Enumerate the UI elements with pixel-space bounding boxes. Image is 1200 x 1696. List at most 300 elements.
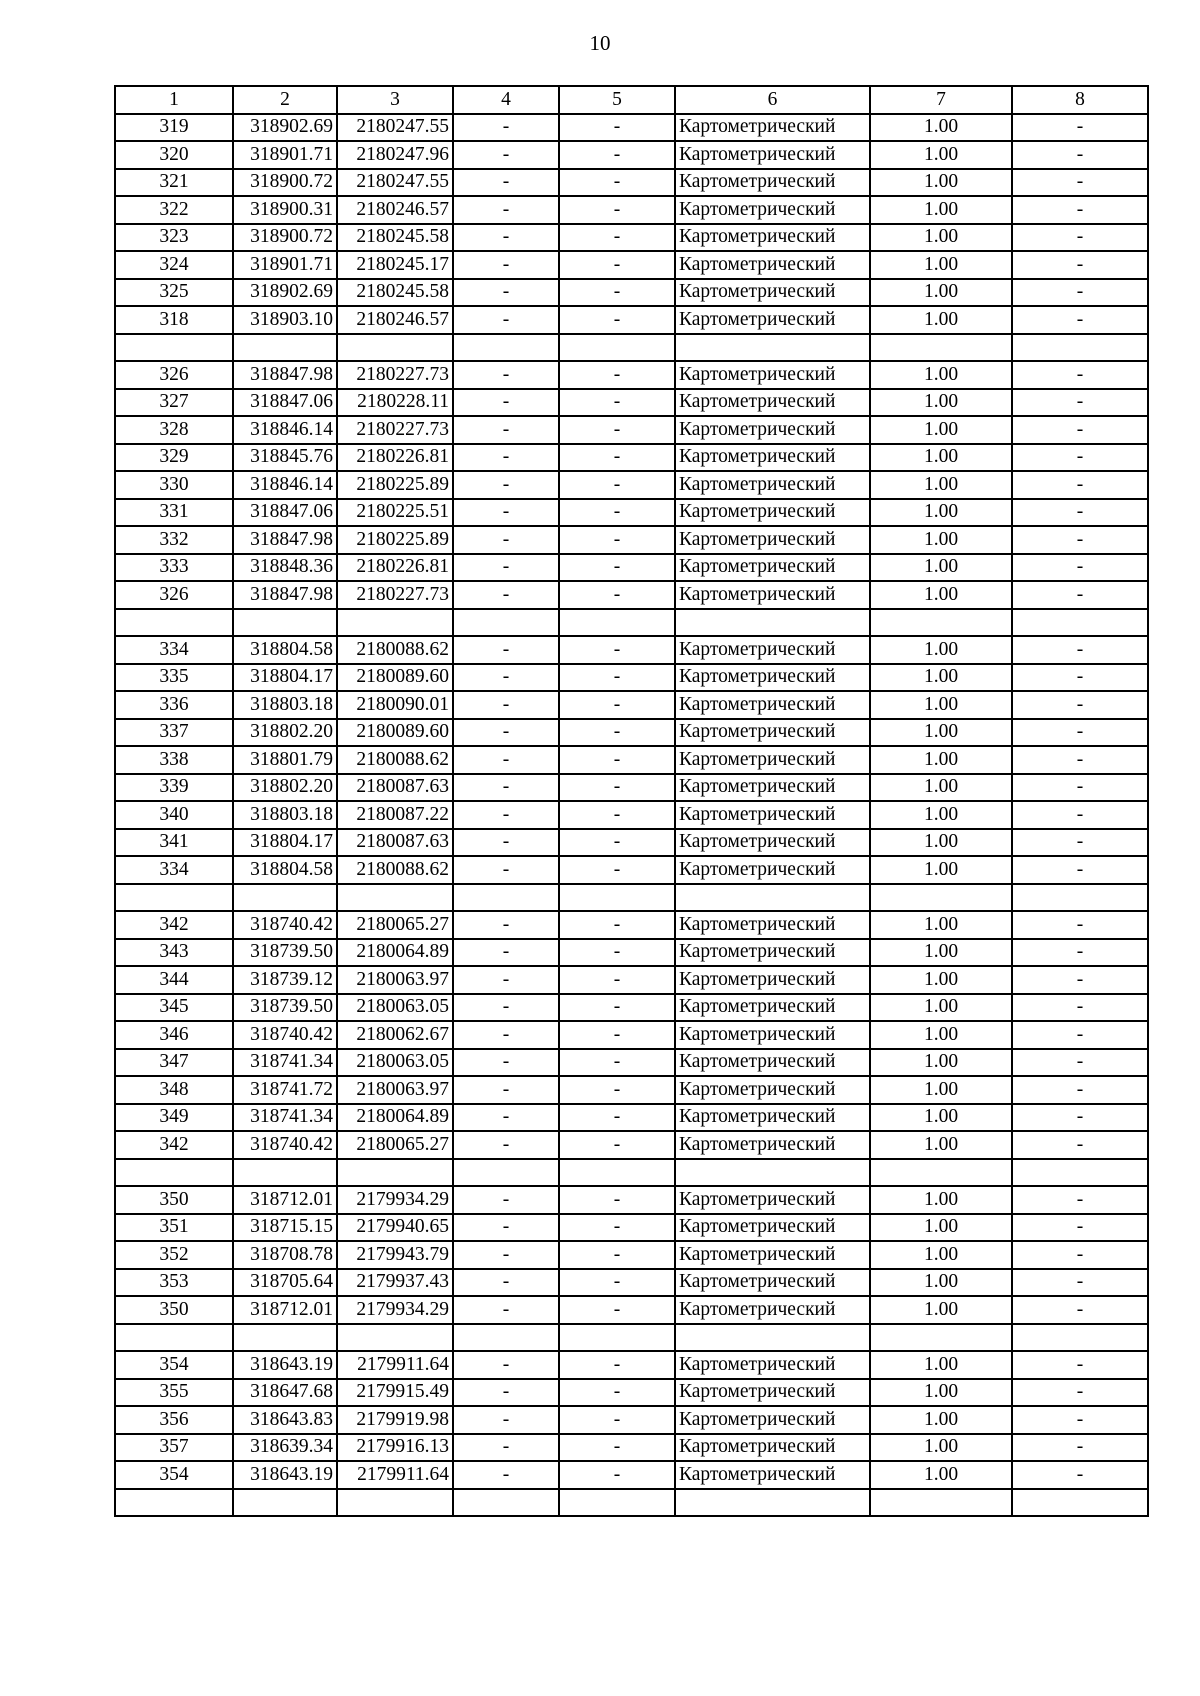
column-8-cell: - bbox=[1012, 1406, 1148, 1434]
column-4-cell: - bbox=[453, 774, 559, 802]
accuracy-cell: 1.00 bbox=[870, 1241, 1012, 1269]
column-8-cell: - bbox=[1012, 196, 1148, 224]
point-number-cell: 354 bbox=[115, 1461, 233, 1489]
table-row bbox=[115, 1186, 1148, 1214]
y-coordinate-cell: 2180090.01 bbox=[337, 691, 453, 719]
empty-cell bbox=[675, 1159, 870, 1187]
point-number-cell: 332 bbox=[115, 526, 233, 554]
column-8-cell: - bbox=[1012, 141, 1148, 169]
column-5-cell: - bbox=[559, 829, 675, 857]
column-8-cell: - bbox=[1012, 1296, 1148, 1324]
table-row bbox=[115, 1049, 1148, 1077]
method-cell: Картометрический bbox=[675, 224, 870, 252]
point-number-cell: 331 bbox=[115, 499, 233, 527]
column-8-cell: - bbox=[1012, 774, 1148, 802]
column-4-cell: - bbox=[453, 1269, 559, 1297]
column-4-cell: - bbox=[453, 279, 559, 307]
column-8-cell: - bbox=[1012, 636, 1148, 664]
x-coordinate-cell: 318847.98 bbox=[233, 526, 337, 554]
empty-cell bbox=[1012, 334, 1148, 362]
header-cell: 8 bbox=[1012, 86, 1148, 114]
x-coordinate-cell: 318639.34 bbox=[233, 1434, 337, 1462]
accuracy-cell: 1.00 bbox=[870, 114, 1012, 142]
table-row bbox=[115, 1131, 1148, 1159]
empty-cell bbox=[559, 1324, 675, 1352]
column-5-cell: - bbox=[559, 196, 675, 224]
column-4-cell: - bbox=[453, 939, 559, 967]
x-coordinate-cell: 318708.78 bbox=[233, 1241, 337, 1269]
table-row bbox=[115, 1296, 1148, 1324]
empty-cell bbox=[559, 609, 675, 637]
separator-row bbox=[115, 1159, 1148, 1187]
y-coordinate-cell: 2180087.63 bbox=[337, 829, 453, 857]
method-cell: Картометрический bbox=[675, 911, 870, 939]
empty-cell bbox=[1012, 1489, 1148, 1517]
empty-cell bbox=[559, 1489, 675, 1517]
column-8-cell: - bbox=[1012, 1214, 1148, 1242]
empty-cell bbox=[233, 1489, 337, 1517]
point-number-cell: 355 bbox=[115, 1379, 233, 1407]
empty-cell bbox=[115, 334, 233, 362]
table-row bbox=[115, 1269, 1148, 1297]
x-coordinate-cell: 318740.42 bbox=[233, 1021, 337, 1049]
accuracy-cell: 1.00 bbox=[870, 416, 1012, 444]
x-coordinate-cell: 318847.98 bbox=[233, 361, 337, 389]
column-5-cell: - bbox=[559, 1351, 675, 1379]
y-coordinate-cell: 2180247.55 bbox=[337, 114, 453, 142]
point-number-cell: 323 bbox=[115, 224, 233, 252]
column-5-cell: - bbox=[559, 801, 675, 829]
method-cell: Картометрический bbox=[675, 444, 870, 472]
table-row bbox=[115, 911, 1148, 939]
method-cell: Картометрический bbox=[675, 1076, 870, 1104]
column-4-cell: - bbox=[453, 169, 559, 197]
accuracy-cell: 1.00 bbox=[870, 939, 1012, 967]
y-coordinate-cell: 2180245.17 bbox=[337, 251, 453, 279]
table-row bbox=[115, 581, 1148, 609]
x-coordinate-cell: 318741.72 bbox=[233, 1076, 337, 1104]
column-4-cell: - bbox=[453, 471, 559, 499]
x-coordinate-cell: 318739.50 bbox=[233, 939, 337, 967]
method-cell: Картометрический bbox=[675, 1104, 870, 1132]
method-cell: Картометрический bbox=[675, 664, 870, 692]
empty-cell bbox=[453, 609, 559, 637]
y-coordinate-cell: 2179919.98 bbox=[337, 1406, 453, 1434]
accuracy-cell: 1.00 bbox=[870, 1351, 1012, 1379]
column-8-cell: - bbox=[1012, 471, 1148, 499]
column-8-cell: - bbox=[1012, 1076, 1148, 1104]
column-8-cell: - bbox=[1012, 1186, 1148, 1214]
x-coordinate-cell: 318739.12 bbox=[233, 966, 337, 994]
accuracy-cell: 1.00 bbox=[870, 1131, 1012, 1159]
column-8-cell: - bbox=[1012, 691, 1148, 719]
column-8-cell: - bbox=[1012, 581, 1148, 609]
x-coordinate-cell: 318845.76 bbox=[233, 444, 337, 472]
header-cell: 4 bbox=[453, 86, 559, 114]
method-cell: Картометрический bbox=[675, 746, 870, 774]
x-coordinate-cell: 318847.98 bbox=[233, 581, 337, 609]
method-cell: Картометрический bbox=[675, 829, 870, 857]
column-8-cell: - bbox=[1012, 994, 1148, 1022]
table-row bbox=[115, 994, 1148, 1022]
point-number-cell: 328 bbox=[115, 416, 233, 444]
column-4-cell: - bbox=[453, 966, 559, 994]
page-number: 10 bbox=[589, 31, 611, 55]
y-coordinate-cell: 2180064.89 bbox=[337, 1104, 453, 1132]
y-coordinate-cell: 2180227.73 bbox=[337, 416, 453, 444]
point-number-cell: 337 bbox=[115, 719, 233, 747]
y-coordinate-cell: 2179943.79 bbox=[337, 1241, 453, 1269]
column-5-cell: - bbox=[559, 416, 675, 444]
column-5-cell: - bbox=[559, 746, 675, 774]
x-coordinate-cell: 318739.50 bbox=[233, 994, 337, 1022]
column-5-cell: - bbox=[559, 1104, 675, 1132]
y-coordinate-cell: 2180064.89 bbox=[337, 939, 453, 967]
x-coordinate-cell: 318804.58 bbox=[233, 636, 337, 664]
column-5-cell: - bbox=[559, 306, 675, 334]
column-5-cell: - bbox=[559, 939, 675, 967]
column-5-cell: - bbox=[559, 1049, 675, 1077]
column-8-cell: - bbox=[1012, 279, 1148, 307]
y-coordinate-cell: 2179911.64 bbox=[337, 1351, 453, 1379]
column-4-cell: - bbox=[453, 1434, 559, 1462]
accuracy-cell: 1.00 bbox=[870, 169, 1012, 197]
separator-row bbox=[115, 1324, 1148, 1352]
table-row bbox=[115, 416, 1148, 444]
x-coordinate-cell: 318847.06 bbox=[233, 389, 337, 417]
table-row bbox=[115, 774, 1148, 802]
separator-row bbox=[115, 884, 1148, 912]
column-4-cell: - bbox=[453, 389, 559, 417]
y-coordinate-cell: 2180063.97 bbox=[337, 1076, 453, 1104]
table-row bbox=[115, 361, 1148, 389]
method-cell: Картометрический bbox=[675, 801, 870, 829]
column-5-cell: - bbox=[559, 719, 675, 747]
column-8-cell: - bbox=[1012, 939, 1148, 967]
column-8-cell: - bbox=[1012, 1021, 1148, 1049]
table-row bbox=[115, 499, 1148, 527]
column-4-cell: - bbox=[453, 196, 559, 224]
column-5-cell: - bbox=[559, 499, 675, 527]
x-coordinate-cell: 318804.17 bbox=[233, 664, 337, 692]
accuracy-cell: 1.00 bbox=[870, 856, 1012, 884]
x-coordinate-cell: 318802.20 bbox=[233, 774, 337, 802]
point-number-cell: 356 bbox=[115, 1406, 233, 1434]
accuracy-cell: 1.00 bbox=[870, 306, 1012, 334]
table-row bbox=[115, 1214, 1148, 1242]
column-8-cell: - bbox=[1012, 416, 1148, 444]
empty-cell bbox=[233, 884, 337, 912]
empty-cell bbox=[115, 884, 233, 912]
x-coordinate-cell: 318803.18 bbox=[233, 801, 337, 829]
column-5-cell: - bbox=[559, 389, 675, 417]
column-4-cell: - bbox=[453, 1076, 559, 1104]
y-coordinate-cell: 2180063.05 bbox=[337, 1049, 453, 1077]
column-5-cell: - bbox=[559, 856, 675, 884]
point-number-cell: 344 bbox=[115, 966, 233, 994]
column-5-cell: - bbox=[559, 1269, 675, 1297]
y-coordinate-cell: 2180246.57 bbox=[337, 196, 453, 224]
table-row bbox=[115, 526, 1148, 554]
y-coordinate-cell: 2180065.27 bbox=[337, 1131, 453, 1159]
header-cell: 5 bbox=[559, 86, 675, 114]
point-number-cell: 357 bbox=[115, 1434, 233, 1462]
column-8-cell: - bbox=[1012, 169, 1148, 197]
table-row bbox=[115, 829, 1148, 857]
empty-cell bbox=[675, 334, 870, 362]
y-coordinate-cell: 2179915.49 bbox=[337, 1379, 453, 1407]
x-coordinate-cell: 318712.01 bbox=[233, 1296, 337, 1324]
column-4-cell: - bbox=[453, 306, 559, 334]
separator-row bbox=[115, 609, 1148, 637]
empty-cell bbox=[115, 609, 233, 637]
column-4-cell: - bbox=[453, 1296, 559, 1324]
accuracy-cell: 1.00 bbox=[870, 499, 1012, 527]
header-cell: 3 bbox=[337, 86, 453, 114]
accuracy-cell: 1.00 bbox=[870, 1406, 1012, 1434]
column-8-cell: - bbox=[1012, 1461, 1148, 1489]
column-5-cell: - bbox=[559, 1186, 675, 1214]
point-number-cell: 318 bbox=[115, 306, 233, 334]
y-coordinate-cell: 2180227.73 bbox=[337, 581, 453, 609]
table-row bbox=[115, 1351, 1148, 1379]
column-8-cell: - bbox=[1012, 1131, 1148, 1159]
accuracy-cell: 1.00 bbox=[870, 664, 1012, 692]
column-8-cell: - bbox=[1012, 1241, 1148, 1269]
accuracy-cell: 1.00 bbox=[870, 1186, 1012, 1214]
empty-cell bbox=[675, 884, 870, 912]
method-cell: Картометрический bbox=[675, 856, 870, 884]
accuracy-cell: 1.00 bbox=[870, 911, 1012, 939]
accuracy-cell: 1.00 bbox=[870, 1049, 1012, 1077]
empty-cell bbox=[559, 1159, 675, 1187]
method-cell: Картометрический bbox=[675, 774, 870, 802]
x-coordinate-cell: 318647.68 bbox=[233, 1379, 337, 1407]
column-5-cell: - bbox=[559, 114, 675, 142]
method-cell: Картометрический bbox=[675, 1021, 870, 1049]
column-8-cell: - bbox=[1012, 389, 1148, 417]
column-4-cell: - bbox=[453, 1461, 559, 1489]
column-5-cell: - bbox=[559, 1379, 675, 1407]
table-row bbox=[115, 471, 1148, 499]
empty-cell bbox=[453, 884, 559, 912]
method-cell: Картометрический bbox=[675, 471, 870, 499]
column-4-cell: - bbox=[453, 664, 559, 692]
y-coordinate-cell: 2180087.63 bbox=[337, 774, 453, 802]
accuracy-cell: 1.00 bbox=[870, 966, 1012, 994]
method-cell: Картометрический bbox=[675, 361, 870, 389]
x-coordinate-cell: 318643.83 bbox=[233, 1406, 337, 1434]
header-cell: 6 bbox=[675, 86, 870, 114]
accuracy-cell: 1.00 bbox=[870, 1461, 1012, 1489]
table-row bbox=[115, 856, 1148, 884]
y-coordinate-cell: 2180228.11 bbox=[337, 389, 453, 417]
column-8-cell: - bbox=[1012, 1434, 1148, 1462]
accuracy-cell: 1.00 bbox=[870, 1104, 1012, 1132]
y-coordinate-cell: 2180225.89 bbox=[337, 526, 453, 554]
column-4-cell: - bbox=[453, 1049, 559, 1077]
empty-cell bbox=[675, 1324, 870, 1352]
point-number-cell: 324 bbox=[115, 251, 233, 279]
column-4-cell: - bbox=[453, 911, 559, 939]
method-cell: Картометрический bbox=[675, 1186, 870, 1214]
x-coordinate-cell: 318846.14 bbox=[233, 416, 337, 444]
method-cell: Картометрический bbox=[675, 1351, 870, 1379]
column-4-cell: - bbox=[453, 141, 559, 169]
table-row bbox=[115, 1434, 1148, 1462]
method-cell: Картометрический bbox=[675, 279, 870, 307]
x-coordinate-cell: 318803.18 bbox=[233, 691, 337, 719]
method-cell: Картометрический bbox=[675, 1296, 870, 1324]
column-5-cell: - bbox=[559, 1021, 675, 1049]
table-row bbox=[115, 966, 1148, 994]
column-8-cell: - bbox=[1012, 361, 1148, 389]
table-row bbox=[115, 389, 1148, 417]
table-row bbox=[115, 251, 1148, 279]
accuracy-cell: 1.00 bbox=[870, 746, 1012, 774]
column-8-cell: - bbox=[1012, 829, 1148, 857]
accuracy-cell: 1.00 bbox=[870, 444, 1012, 472]
point-number-cell: 338 bbox=[115, 746, 233, 774]
x-coordinate-cell: 318902.69 bbox=[233, 114, 337, 142]
table-row bbox=[115, 114, 1148, 142]
table-row bbox=[115, 141, 1148, 169]
empty-cell bbox=[337, 334, 453, 362]
point-number-cell: 334 bbox=[115, 856, 233, 884]
table-row bbox=[115, 1461, 1148, 1489]
x-coordinate-cell: 318802.20 bbox=[233, 719, 337, 747]
accuracy-cell: 1.00 bbox=[870, 279, 1012, 307]
column-4-cell: - bbox=[453, 224, 559, 252]
column-5-cell: - bbox=[559, 361, 675, 389]
y-coordinate-cell: 2180247.55 bbox=[337, 169, 453, 197]
column-8-cell: - bbox=[1012, 499, 1148, 527]
table-row bbox=[115, 169, 1148, 197]
column-5-cell: - bbox=[559, 1214, 675, 1242]
column-4-cell: - bbox=[453, 746, 559, 774]
table-row bbox=[115, 664, 1148, 692]
x-coordinate-cell: 318804.17 bbox=[233, 829, 337, 857]
method-cell: Картометрический bbox=[675, 169, 870, 197]
point-number-cell: 330 bbox=[115, 471, 233, 499]
column-4-cell: - bbox=[453, 1351, 559, 1379]
column-5-cell: - bbox=[559, 224, 675, 252]
separator-row bbox=[115, 334, 1148, 362]
point-number-cell: 350 bbox=[115, 1296, 233, 1324]
point-number-cell: 351 bbox=[115, 1214, 233, 1242]
method-cell: Картометрический bbox=[675, 389, 870, 417]
column-4-cell: - bbox=[453, 114, 559, 142]
point-number-cell: 325 bbox=[115, 279, 233, 307]
y-coordinate-cell: 2179940.65 bbox=[337, 1214, 453, 1242]
table-row bbox=[115, 691, 1148, 719]
column-5-cell: - bbox=[559, 169, 675, 197]
accuracy-cell: 1.00 bbox=[870, 361, 1012, 389]
column-4-cell: - bbox=[453, 1186, 559, 1214]
column-5-cell: - bbox=[559, 966, 675, 994]
empty-cell bbox=[337, 609, 453, 637]
accuracy-cell: 1.00 bbox=[870, 389, 1012, 417]
method-cell: Картометрический bbox=[675, 1406, 870, 1434]
empty-cell bbox=[337, 1159, 453, 1187]
empty-cell bbox=[337, 884, 453, 912]
point-number-cell: 336 bbox=[115, 691, 233, 719]
table-row bbox=[115, 1021, 1148, 1049]
column-4-cell: - bbox=[453, 1131, 559, 1159]
column-5-cell: - bbox=[559, 911, 675, 939]
empty-cell bbox=[115, 1489, 233, 1517]
column-8-cell: - bbox=[1012, 1379, 1148, 1407]
empty-cell bbox=[1012, 609, 1148, 637]
empty-cell bbox=[453, 1489, 559, 1517]
x-coordinate-cell: 318705.64 bbox=[233, 1269, 337, 1297]
accuracy-cell: 1.00 bbox=[870, 141, 1012, 169]
column-8-cell: - bbox=[1012, 526, 1148, 554]
x-coordinate-cell: 318900.72 bbox=[233, 224, 337, 252]
column-5-cell: - bbox=[559, 526, 675, 554]
column-5-cell: - bbox=[559, 774, 675, 802]
y-coordinate-cell: 2180089.60 bbox=[337, 664, 453, 692]
column-4-cell: - bbox=[453, 856, 559, 884]
column-5-cell: - bbox=[559, 1434, 675, 1462]
y-coordinate-cell: 2179934.29 bbox=[337, 1186, 453, 1214]
empty-cell bbox=[559, 334, 675, 362]
y-coordinate-cell: 2180227.73 bbox=[337, 361, 453, 389]
table-row bbox=[115, 746, 1148, 774]
method-cell: Картометрический bbox=[675, 1049, 870, 1077]
empty-cell bbox=[870, 334, 1012, 362]
accuracy-cell: 1.00 bbox=[870, 471, 1012, 499]
table-row bbox=[115, 1241, 1148, 1269]
point-number-cell: 326 bbox=[115, 581, 233, 609]
column-8-cell: - bbox=[1012, 1351, 1148, 1379]
point-number-cell: 354 bbox=[115, 1351, 233, 1379]
point-number-cell: 320 bbox=[115, 141, 233, 169]
column-5-cell: - bbox=[559, 994, 675, 1022]
point-number-cell: 352 bbox=[115, 1241, 233, 1269]
column-4-cell: - bbox=[453, 361, 559, 389]
point-number-cell: 353 bbox=[115, 1269, 233, 1297]
point-number-cell: 350 bbox=[115, 1186, 233, 1214]
column-8-cell: - bbox=[1012, 554, 1148, 582]
empty-cell bbox=[559, 884, 675, 912]
column-5-cell: - bbox=[559, 444, 675, 472]
method-cell: Картометрический bbox=[675, 416, 870, 444]
empty-cell bbox=[115, 1324, 233, 1352]
y-coordinate-cell: 2180087.22 bbox=[337, 801, 453, 829]
point-number-cell: 319 bbox=[115, 114, 233, 142]
column-4-cell: - bbox=[453, 444, 559, 472]
header-cell: 1 bbox=[115, 86, 233, 114]
point-number-cell: 343 bbox=[115, 939, 233, 967]
y-coordinate-cell: 2180063.97 bbox=[337, 966, 453, 994]
accuracy-cell: 1.00 bbox=[870, 829, 1012, 857]
column-5-cell: - bbox=[559, 1241, 675, 1269]
point-number-cell: 345 bbox=[115, 994, 233, 1022]
x-coordinate-cell: 318900.72 bbox=[233, 169, 337, 197]
x-coordinate-cell: 318741.34 bbox=[233, 1104, 337, 1132]
column-4-cell: - bbox=[453, 1214, 559, 1242]
accuracy-cell: 1.00 bbox=[870, 1021, 1012, 1049]
accuracy-cell: 1.00 bbox=[870, 526, 1012, 554]
column-4-cell: - bbox=[453, 416, 559, 444]
column-8-cell: - bbox=[1012, 444, 1148, 472]
column-4-cell: - bbox=[453, 1241, 559, 1269]
table-row bbox=[115, 636, 1148, 664]
table-row bbox=[115, 306, 1148, 334]
column-8-cell: - bbox=[1012, 966, 1148, 994]
point-number-cell: 329 bbox=[115, 444, 233, 472]
